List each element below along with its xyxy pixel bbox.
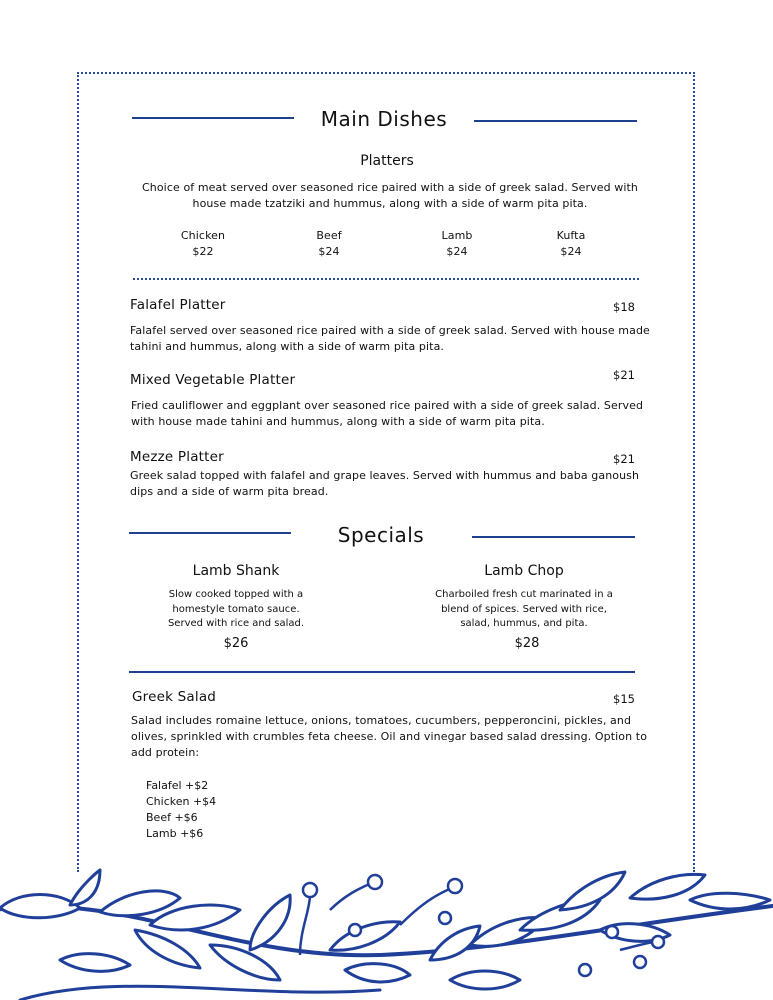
protein-options: [146, 778, 216, 842]
protein-option: Beef +$6: [146, 811, 198, 824]
dotted-divider: [133, 278, 639, 280]
section-title-main-dishes: Main Dishes: [320, 107, 448, 131]
platter-option: [284, 228, 374, 260]
menu-item-description: Greek salad topped with falafel and grape leaves. Served with hummus and baba ganoush dips and a side of warm pita bread.: [130, 469, 640, 498]
platter-option-name: Chicken: [180, 229, 226, 242]
divider-line: [132, 117, 294, 119]
menu-item-price: $15: [613, 692, 635, 706]
menu-item-description: Falafel served over seasoned rice paired with a side of greek salad. Served with house made tahini and hummus, along with a side of warm pita pita.: [130, 324, 650, 353]
platter-option-name: Beef: [316, 229, 342, 242]
special-price: $26: [223, 636, 249, 651]
menu-item-name: Mezze Platter: [130, 449, 224, 465]
divider-line: [129, 671, 635, 673]
platter-option: [412, 228, 502, 260]
divider-line: [129, 532, 291, 534]
menu-item-name: Mixed Vegetable Platter: [130, 372, 296, 388]
menu-item-price: $21: [613, 368, 635, 382]
section-title-specials: Specials: [337, 523, 425, 547]
special-name: Lamb Chop: [484, 563, 564, 579]
platter-option: [158, 228, 248, 260]
leafy-vine-illustration: [0, 850, 773, 1000]
platter-option-price: $24: [318, 245, 340, 258]
menu-item-price: $21: [613, 452, 635, 466]
platter-option-name: Kufta: [556, 229, 586, 242]
platter-option-price: $24: [560, 245, 582, 258]
platters-title: Platters: [360, 153, 414, 169]
divider-line: [474, 120, 637, 122]
special-description: Charboiled fresh cut marinated in a blend of spices. Served with rice, salad, hummus, and pita.: [435, 589, 613, 629]
platter-option: [526, 228, 616, 260]
special-name: Lamb Shank: [192, 563, 280, 579]
menu-item-price: $18: [613, 300, 635, 314]
menu-item-name: Falafel Platter: [130, 297, 226, 313]
platter-option-price: $22: [192, 245, 214, 258]
protein-option: Falafel +$2: [146, 779, 209, 792]
menu-item-description: Fried cauliflower and eggplant over seasoned rice paired with a side of greek salad. Served with house made tahini and hummus, along with a side of warm pita pita.: [131, 399, 644, 428]
special-price: $28: [514, 636, 540, 651]
divider-line: [472, 536, 635, 538]
platters-description: Choice of meat served over seasoned rice paired with a side of greek salad. Served with house made tzatziki and hummus, along with a side of warm pita pita.: [142, 181, 638, 210]
platter-option-name: Lamb: [441, 229, 473, 242]
protein-option: Lamb +$6: [146, 827, 204, 840]
protein-option: Chicken +$4: [146, 795, 217, 808]
platter-option-price: $24: [446, 245, 468, 258]
special-description: Slow cooked topped with a homestyle tomato sauce. Served with rice and salad.: [167, 589, 305, 629]
menu-item-name: Greek Salad: [132, 689, 217, 705]
menu-item-description: Salad includes romaine lettuce, onions, tomatoes, cucumbers, pepperoncini, pickles, and olives, sprinkled with crumbles feta cheese. Oil and vinegar based salad dressing. Option to add protein:: [131, 714, 648, 759]
